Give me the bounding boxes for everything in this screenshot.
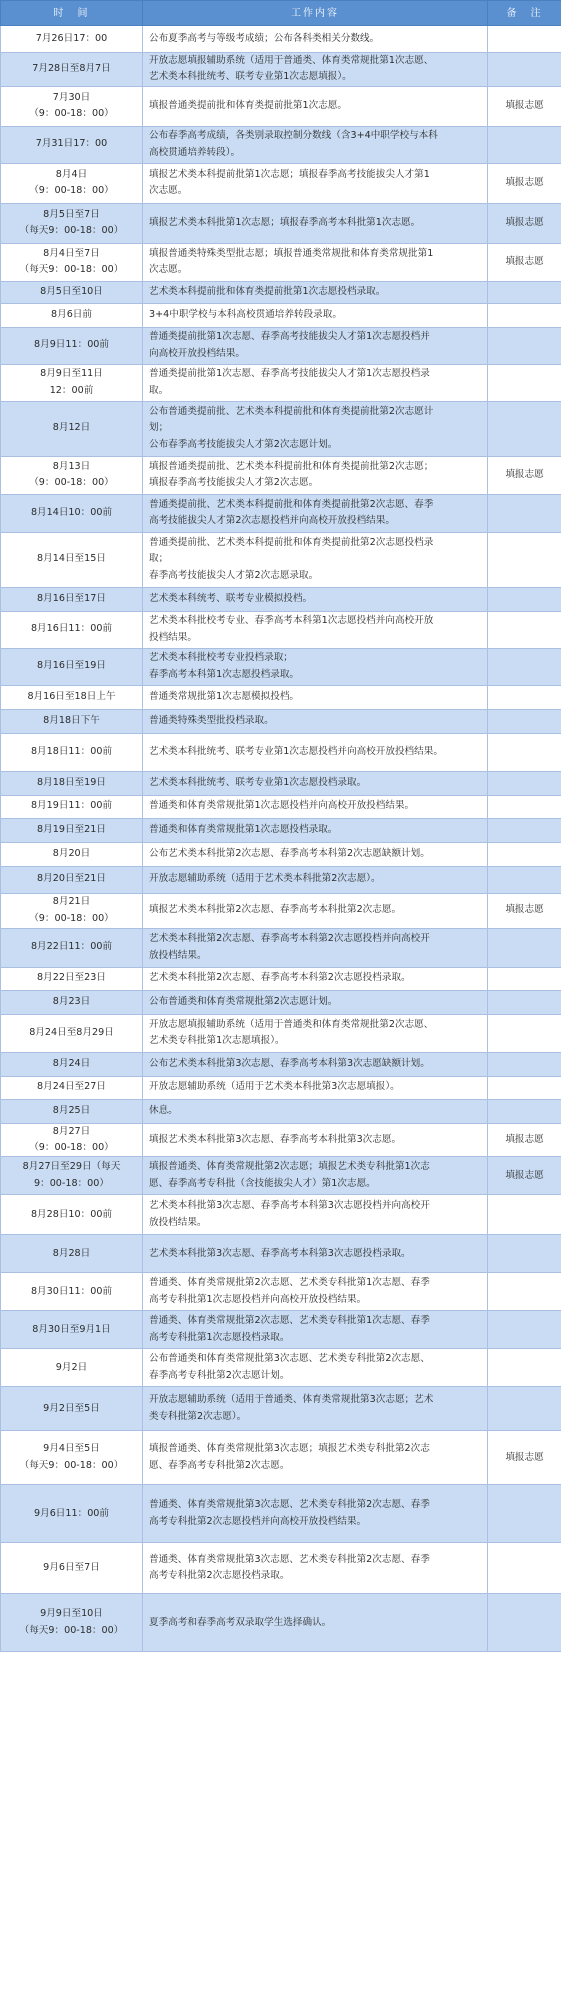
time-cell: 8月30日11：00前 — [1, 1273, 143, 1311]
work-cell: 普通类提前批、艺术类本科提前批和体育类提前批第2次志愿投档录 取； 春季高考技能拔尖人才第2次志愿录取。 — [143, 532, 488, 587]
note-cell — [488, 587, 561, 611]
table-row — [1, 1195, 561, 1235]
work-cell: 填报普通类提前批和体育类提前批第1次志愿。 — [143, 86, 488, 126]
time-cell: 9月2日至5日 — [1, 1387, 143, 1431]
note-cell: 填报志愿 — [488, 203, 561, 243]
time-cell: 9月6日至7日 — [1, 1543, 143, 1594]
note-cell — [488, 26, 561, 53]
time-cell: 8月9日11：00前 — [1, 327, 143, 364]
work-cell: 公布艺术类本科批第3次志愿、春季高考本科第3次志愿缺额计划。 — [143, 1052, 488, 1076]
note-cell — [488, 1543, 561, 1594]
time-cell: 8月22日11：00前 — [1, 928, 143, 967]
note-cell — [488, 733, 561, 771]
note-cell — [488, 126, 561, 163]
time-cell: 8月14日10：00前 — [1, 494, 143, 532]
time-cell: 8月18日11：00前 — [1, 733, 143, 771]
table-row — [1, 26, 561, 53]
work-cell: 填报普通类特殊类型批志愿；填报普通类常规批和体育类常规批第1 次志愿。 — [143, 243, 488, 281]
time-cell: 8月4日 （9：00-18：00） — [1, 163, 143, 203]
time-cell: 8月16日至18日上午 — [1, 685, 143, 709]
time-cell: 8月22日至23日 — [1, 967, 143, 990]
table-row — [1, 203, 561, 243]
work-cell: 普通类提前批第1次志愿、春季高考技能拔尖人才第1次志愿投档录 取。 — [143, 364, 488, 401]
work-cell: 开放志愿辅助系统（适用于艺术类本科批第3次志愿填报）。 — [143, 1076, 488, 1099]
table-row — [1, 1014, 561, 1052]
table-row — [1, 1543, 561, 1594]
work-cell: 普通类常规批第1次志愿模拟投档。 — [143, 685, 488, 709]
table-row — [1, 818, 561, 842]
work-cell: 普通类、体育类常规批第2次志愿、艺术类专科批第1次志愿、春季 高考专科批第1次志愿投档并向高校开放投档结果。 — [143, 1273, 488, 1311]
table-row — [1, 733, 561, 771]
time-cell: 8月27日至29日（每天 9：00-18：00） — [1, 1157, 143, 1195]
table-row — [1, 53, 561, 87]
note-cell — [488, 648, 561, 685]
table-row — [1, 1273, 561, 1311]
time-cell: 8月24日至27日 — [1, 1076, 143, 1099]
work-cell: 填报艺术类本科批第3次志愿、春季高考本科批第3次志愿。 — [143, 1123, 488, 1157]
table-row — [1, 1052, 561, 1076]
note-cell — [488, 532, 561, 587]
work-cell: 普通类特殊类型批投档录取。 — [143, 709, 488, 733]
time-cell: 7月26日17：00 — [1, 26, 143, 53]
work-cell: 普通类提前批、艺术类本科提前批和体育类提前批第2次志愿、春季 高考技能拔尖人才第2次志愿投档并向高校开放投档结果。 — [143, 494, 488, 532]
time-cell: 8月30日至9月1日 — [1, 1311, 143, 1349]
work-cell: 艺术类本科批统考、联考专业第1次志愿投档并向高校开放投档结果。 — [143, 733, 488, 771]
table-body — [1, 26, 561, 1652]
table-row — [1, 1387, 561, 1431]
work-cell: 夏季高考和春季高考双录取学生选择确认。 — [143, 1594, 488, 1652]
time-cell: 8月9日至11日 12：00前 — [1, 364, 143, 401]
time-cell: 7月30日 （9：00-18：00） — [1, 86, 143, 126]
work-cell: 开放志愿辅助系统（适用于艺术类本科批第2次志愿）。 — [143, 866, 488, 893]
table-row — [1, 1235, 561, 1273]
work-cell: 填报艺术类本科提前批第1次志愿；填报春季高考技能拔尖人才第1 次志愿。 — [143, 163, 488, 203]
time-cell: 8月23日 — [1, 990, 143, 1014]
time-cell: 8月24日 — [1, 1052, 143, 1076]
note-cell: 填报志愿 — [488, 243, 561, 281]
note-cell — [488, 795, 561, 818]
table-row — [1, 1485, 561, 1543]
note-cell — [488, 1014, 561, 1052]
table-row — [1, 1311, 561, 1349]
time-cell: 8月18日至19日 — [1, 771, 143, 795]
time-cell: 9月2日 — [1, 1349, 143, 1387]
table-row — [1, 967, 561, 990]
table-row — [1, 1594, 561, 1652]
table-row — [1, 401, 561, 456]
time-cell: 8月19日11：00前 — [1, 795, 143, 818]
table-row — [1, 1076, 561, 1099]
work-cell: 填报普通类、体育类常规批第2次志愿；填报艺术类专科批第1次志 愿、春季高考专科批（含技能拔尖人才）第1次志愿。 — [143, 1157, 488, 1195]
table-row — [1, 648, 561, 685]
note-cell — [488, 685, 561, 709]
time-cell: 8月25日 — [1, 1099, 143, 1123]
work-cell: 艺术类本科批校考专业、春季高考本科第1次志愿投档并向高校开放 投档结果。 — [143, 611, 488, 648]
table-row — [1, 456, 561, 494]
note-cell — [488, 771, 561, 795]
time-cell: 8月28日10：00前 — [1, 1195, 143, 1235]
note-cell — [488, 611, 561, 648]
work-cell: 填报艺术类本科批第1次志愿；填报春季高考本科批第1次志愿。 — [143, 203, 488, 243]
work-cell: 填报普通类提前批、艺术类本科提前批和体育类提前批第2次志愿； 填报春季高考技能拔尖人才第2次志愿。 — [143, 456, 488, 494]
note-cell — [488, 866, 561, 893]
work-cell: 填报普通类、体育类常规批第3次志愿；填报艺术类专科批第2次志 愿、春季高考专科批第2次志愿。 — [143, 1431, 488, 1485]
note-cell: 填报志愿 — [488, 456, 561, 494]
note-cell: 填报志愿 — [488, 893, 561, 928]
table-row — [1, 771, 561, 795]
time-cell: 9月9日至10日 （每天9：00-18：00） — [1, 1594, 143, 1652]
note-cell — [488, 990, 561, 1014]
work-cell: 公布艺术类本科批第2次志愿、春季高考本科第2次志愿缺额计划。 — [143, 842, 488, 866]
note-cell — [488, 967, 561, 990]
time-cell: 8月18日下午 — [1, 709, 143, 733]
work-cell: 公布春季高考成绩，各类别录取控制分数线（含3+4中职学校与本科 高校贯通培养转段）。 — [143, 126, 488, 163]
table-row — [1, 611, 561, 648]
table-row — [1, 1157, 561, 1195]
note-cell — [488, 1594, 561, 1652]
note-cell: 填报志愿 — [488, 1123, 561, 1157]
note-cell — [488, 1195, 561, 1235]
time-cell: 8月16日至17日 — [1, 587, 143, 611]
work-cell: 公布夏季高考与等级考成绩；公布各科类相关分数线。 — [143, 26, 488, 53]
work-cell: 开放志愿辅助系统（适用于普通类、体育类常规批第3次志愿；艺术 类专科批第2次志愿）。 — [143, 1387, 488, 1431]
table-row — [1, 327, 561, 364]
table-row — [1, 494, 561, 532]
work-cell: 普通类和体育类常规批第1次志愿投档录取。 — [143, 818, 488, 842]
work-cell: 普通类、体育类常规批第3次志愿、艺术类专科批第2次志愿、春季 高考专科批第2次志愿投档并向高校开放投档结果。 — [143, 1485, 488, 1543]
table-row — [1, 243, 561, 281]
table-row — [1, 990, 561, 1014]
time-cell: 8月13日 （9：00-18：00） — [1, 456, 143, 494]
work-cell: 开放志愿填报辅助系统（适用于普通类、体育类常规批第1次志愿、 艺术类本科批统考、联考专业第1次志愿填报）。 — [143, 53, 488, 87]
time-cell: 8月16日至19日 — [1, 648, 143, 685]
note-cell — [488, 364, 561, 401]
time-cell: 7月28日至8月7日 — [1, 53, 143, 87]
table-header — [1, 1, 561, 26]
note-cell — [488, 1052, 561, 1076]
work-cell: 艺术类本科批第2次志愿、春季高考本科第2次志愿投档录取。 — [143, 967, 488, 990]
note-cell: 填报志愿 — [488, 86, 561, 126]
time-cell: 8月6日前 — [1, 303, 143, 327]
table-row — [1, 1123, 561, 1157]
time-cell: 8月27日 （9：00-18：00） — [1, 1123, 143, 1157]
table-row — [1, 685, 561, 709]
time-cell: 8月20日 — [1, 842, 143, 866]
time-cell: 9月4日至5日 （每天9：00-18：00） — [1, 1431, 143, 1485]
table-row — [1, 1431, 561, 1485]
table-row — [1, 303, 561, 327]
table-row — [1, 86, 561, 126]
note-cell: 填报志愿 — [488, 163, 561, 203]
work-cell: 开放志愿填报辅助系统（适用于普通类和体育类常规批第2次志愿、 艺术类专科批第1次志愿填报）。 — [143, 1014, 488, 1052]
time-cell: 8月21日 （9：00-18：00） — [1, 893, 143, 928]
work-cell: 公布普通类和体育类常规批第3次志愿、艺术类专科批第2次志愿、 春季高考专科批第2次志愿计划。 — [143, 1349, 488, 1387]
time-cell: 7月31日17：00 — [1, 126, 143, 163]
work-cell: 公布普通类和体育类常规批第2次志愿计划。 — [143, 990, 488, 1014]
note-cell — [488, 928, 561, 967]
note-cell — [488, 281, 561, 303]
time-cell: 8月19日至21日 — [1, 818, 143, 842]
table-row — [1, 842, 561, 866]
work-cell: 艺术类本科提前批和体育类提前批第1次志愿投档录取。 — [143, 281, 488, 303]
note-cell: 填报志愿 — [488, 1431, 561, 1485]
note-cell — [488, 1273, 561, 1311]
table-row — [1, 587, 561, 611]
time-cell: 8月5日至10日 — [1, 281, 143, 303]
work-cell: 艺术类本科统考、联考专业模拟投档。 — [143, 587, 488, 611]
table-row — [1, 1349, 561, 1387]
table-row — [1, 364, 561, 401]
time-cell: 8月20日至21日 — [1, 866, 143, 893]
table-row — [1, 163, 561, 203]
note-cell: 填报志愿 — [488, 1157, 561, 1195]
note-cell — [488, 1485, 561, 1543]
time-cell: 8月24日至8月29日 — [1, 1014, 143, 1052]
note-cell — [488, 1235, 561, 1273]
table-row — [1, 893, 561, 928]
table-row — [1, 126, 561, 163]
note-cell — [488, 842, 561, 866]
note-cell — [488, 818, 561, 842]
work-cell: 普通类提前批第1次志愿、春季高考技能拔尖人才第1次志愿投档并 向高校开放投档结果。 — [143, 327, 488, 364]
time-cell: 8月28日 — [1, 1235, 143, 1273]
note-cell — [488, 401, 561, 456]
work-cell: 艺术类本科批校考专业投档录取； 春季高考本科第1次志愿投档录取。 — [143, 648, 488, 685]
table-row — [1, 928, 561, 967]
note-cell — [488, 303, 561, 327]
work-cell: 公布普通类提前批、艺术类本科提前批和体育类提前批第2次志愿计 划； 公布春季高考技能拔尖人才第2次志愿计划。 — [143, 401, 488, 456]
header-time: 时 间 — [1, 1, 143, 26]
table-row — [1, 795, 561, 818]
note-cell — [488, 494, 561, 532]
note-cell — [488, 709, 561, 733]
table-row — [1, 709, 561, 733]
note-cell — [488, 1349, 561, 1387]
work-cell: 艺术类本科批第2次志愿、春季高考本科第2次志愿投档并向高校开 放投档结果。 — [143, 928, 488, 967]
table-row — [1, 281, 561, 303]
work-cell: 普通类、体育类常规批第2次志愿、艺术类专科批第1次志愿、春季 高考专科批第1次志愿投档录取。 — [143, 1311, 488, 1349]
time-cell: 8月12日 — [1, 401, 143, 456]
note-cell — [488, 1099, 561, 1123]
header-note: 备 注 — [488, 1, 561, 26]
note-cell — [488, 1076, 561, 1099]
work-cell: 艺术类本科批第3次志愿、春季高考本科第3次志愿投档录取。 — [143, 1235, 488, 1273]
table-row — [1, 1099, 561, 1123]
time-cell: 8月4日至7日 （每天9：00-18：00） — [1, 243, 143, 281]
note-cell — [488, 1387, 561, 1431]
work-cell: 艺术类本科批第3次志愿、春季高考本科第3次志愿投档并向高校开 放投档结果。 — [143, 1195, 488, 1235]
time-cell: 9月6日11：00前 — [1, 1485, 143, 1543]
time-cell: 8月16日11：00前 — [1, 611, 143, 648]
work-cell: 休息。 — [143, 1099, 488, 1123]
note-cell — [488, 53, 561, 87]
table-row — [1, 866, 561, 893]
work-cell: 普通类、体育类常规批第3次志愿、艺术类专科批第2次志愿、春季 高考专科批第2次志愿投档录取。 — [143, 1543, 488, 1594]
table-row — [1, 532, 561, 587]
work-cell: 艺术类本科批统考、联考专业第1次志愿投档录取。 — [143, 771, 488, 795]
time-cell: 8月5日至7日 （每天9：00-18：00） — [1, 203, 143, 243]
note-cell — [488, 327, 561, 364]
note-cell — [488, 1311, 561, 1349]
work-cell: 填报艺术类本科批第2次志愿、春季高考本科批第2次志愿。 — [143, 893, 488, 928]
work-cell: 普通类和体育类常规批第1次志愿投档并向高校开放投档结果。 — [143, 795, 488, 818]
time-cell: 8月14日至15日 — [1, 532, 143, 587]
header-work: 工作内容 — [143, 1, 488, 26]
work-cell: 3+4中职学校与本科高校贯通培养转段录取。 — [143, 303, 488, 327]
